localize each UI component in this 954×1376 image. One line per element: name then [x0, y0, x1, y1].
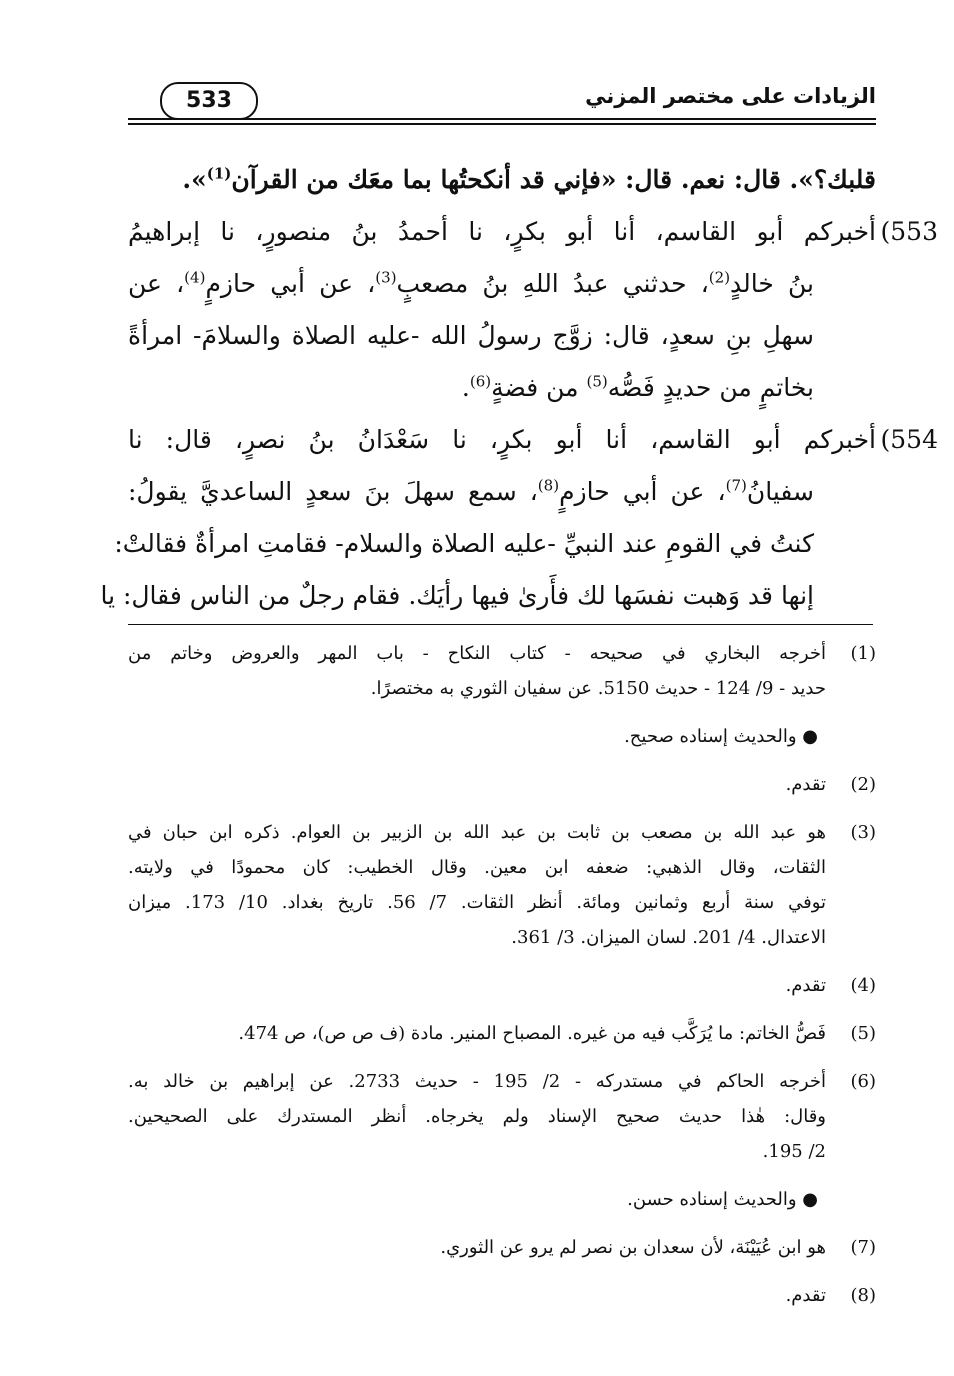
footnote-number: (5) — [850, 1023, 876, 1044]
footnote-number: (2) — [850, 774, 876, 795]
footnote-number: (8) — [850, 1285, 876, 1306]
footnote-text: أخرجه البخاري في صحيحه - كتاب النكاح - باب المهر والعروض وخاتم من — [128, 643, 826, 664]
footnote-ref: (7) — [725, 476, 747, 495]
footnote-number: (6) — [850, 1071, 876, 1092]
footnote-line — [128, 1230, 876, 1265]
footnote-line — [128, 815, 876, 850]
footnote-ref: (6) — [469, 372, 492, 391]
footnote-line — [128, 850, 876, 885]
footnote-number: (4) — [850, 975, 876, 996]
line-text: أخبركم أبو القاسم، أنا أبو بكرٍ، نا أحمدُ بنُ منصورٍ، نا إبراهيمُ — [128, 217, 876, 246]
footnote-text: حديد - 9/ 124 - حديث 5150. عن سفيان الثوري به مختصرًا. — [370, 678, 826, 699]
footnote-line — [128, 1278, 876, 1313]
line-text: قلبك؟». قال: نعم. قال: «فإني قد أنكحتُها بما معَك من القرآن$^{(1)}$». — [182, 164, 876, 194]
footnote-line — [128, 1016, 876, 1051]
footnote-line — [128, 671, 876, 706]
page-number: 533 — [160, 82, 258, 120]
footnote-separator — [128, 624, 873, 625]
footnote-ref: (3) — [375, 268, 397, 287]
line-text: بنُ خالدٍ$^{(2)}$، حدثني عبدُ اللهِ بنُ مصعبٍ$^{(3)}$، عن أبي حازمٍ$^{(4)}$، عن — [128, 268, 814, 298]
footnote-number: (3) — [850, 822, 876, 843]
footnote-text: الثقات، وقال الذهبي: ضعفه ابن معين. وقال الخطيب: كان محمودًا في ولايته. — [128, 857, 826, 878]
line-text: سفيانُ$^{(7)}$، عن أبي حازمٍ$^{(8)}$، سمع سهلَ بنَ سعدٍ الساعديَّ يقولُ: — [128, 476, 814, 506]
main-text — [100, 154, 938, 622]
header-rule-bottom — [128, 123, 876, 125]
line-text: إنها قد وَهبت نفسَها لك فأَرىٰ فيها رأيَك. فقام رجلٌ من الناس فقال: يا — [100, 581, 814, 610]
text-line — [128, 258, 876, 310]
footnote-text: توفي سنة أربع وثمانين ومائة. أنظر الثقات. 7/ 56. تاريخ بغداد. 10/ 173. ميزان — [128, 892, 827, 913]
hadith-number: 554) — [880, 425, 938, 454]
text-line — [100, 570, 876, 622]
footnote-text: فَصُّ الخاتم: ما يُرَكَّب فيه من غيره. المصباح المنير. مادة (ف ص ص)، ص 474. — [238, 1023, 826, 1044]
footnote-line — [128, 885, 876, 920]
text-line — [128, 362, 876, 414]
text-line — [128, 414, 938, 466]
footnote-text: أخرجه الحاكم في مستدركه - 2/ 195 - حديث 2733. عن إبراهيم بن خالد به. — [128, 1071, 826, 1092]
line-text: سهلِ بنِ سعدٍ، قال: زوَّج رسولُ الله -عليه الصلاة والسلامَ- امرأةً — [128, 321, 814, 350]
footnote-line — [128, 1134, 876, 1169]
footnote-text: هو عبد الله بن مصعب بن ثابت بن عبد الله بن الزبير بن العوام. ذكره ابن حبان في — [128, 822, 826, 843]
text-line — [114, 518, 876, 570]
text-line — [128, 466, 876, 518]
line-text: بخاتمٍ من حديدٍ فَصُّه$^{(5)}$ من فضةٍ$^{(6)}$. — [461, 372, 814, 402]
footnote-line — [128, 1099, 876, 1134]
footnote-ref: (8) — [537, 476, 560, 495]
text-line — [128, 154, 876, 206]
footnote-line — [128, 920, 876, 955]
footnote-ref: (2) — [708, 268, 731, 287]
footnote-number: (7) — [850, 1237, 876, 1258]
footnotes — [128, 636, 876, 1313]
line-text: أخبركم أبو القاسم، أنا أبو بكرٍ، نا سَعْدَانُ بنُ نصرٍ، قال: نا — [128, 425, 876, 454]
footnote-ref: (4) — [184, 268, 206, 287]
hadith-number: 553) — [880, 217, 938, 246]
book-title: الزيادات على مختصر المزني — [585, 84, 876, 108]
footnote-ref: (5) — [586, 372, 608, 391]
text-line — [128, 310, 876, 362]
text-line — [128, 206, 938, 258]
footnote-bullet: ● والحديث إسناده حسن. — [627, 1189, 818, 1210]
footnote-line — [128, 636, 876, 671]
footnote-text: الاعتدال. 4/ 201. لسان الميزان. 3/ 361. — [511, 927, 826, 948]
footnote-line — [128, 968, 876, 1003]
footnote-text: تقدم. — [785, 774, 826, 795]
line-text: كنتُ في القومِ عند النبيِّ -عليه الصلاة والسلام- فقامتِ امرأةٌ فقالتْ: — [114, 529, 814, 558]
footnote-bullet: ● والحديث إسناده صحيح. — [624, 726, 818, 747]
footnote-text: وقال: هٰذا حديث صحيح الإسناد ولم يخرجاه. أنظر المستدرك على الصحيحين. — [128, 1106, 826, 1127]
footnote-number: (1) — [850, 643, 876, 664]
footnote-ref: (1) — [206, 164, 232, 183]
page-header — [128, 78, 876, 128]
footnote-line — [128, 1064, 876, 1099]
footnote-text: تقدم. — [785, 1285, 826, 1306]
footnote-text: 2/ 195. — [762, 1141, 826, 1162]
footnote-text: تقدم. — [785, 975, 826, 996]
footnote-line — [128, 767, 876, 802]
footnote-text: هو ابن عُيَيْنَة، لأن سعدان بن نصر لم يرو عن الثوري. — [440, 1237, 826, 1258]
